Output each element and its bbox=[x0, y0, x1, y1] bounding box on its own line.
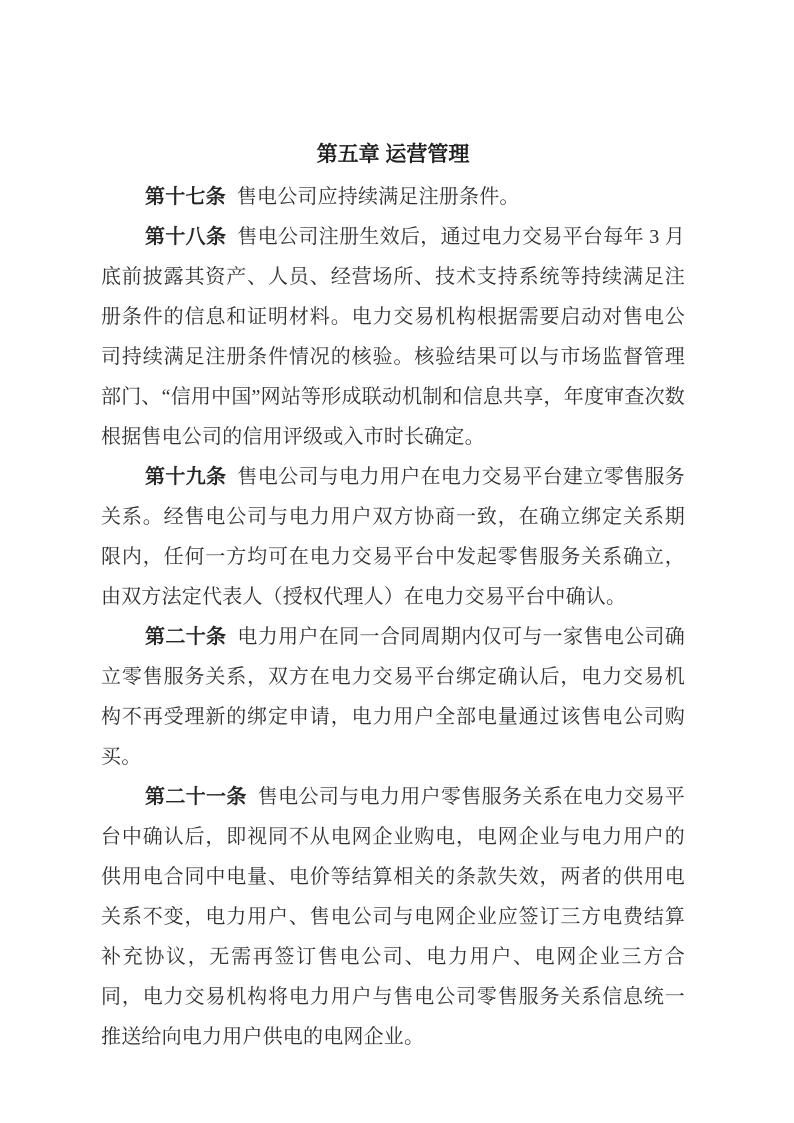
article-21-paragraph bbox=[101, 777, 685, 1057]
article-21-text: 售电公司与电力用户零售服务关系在电力交易平台中确认后，即视同不从电网企业购电，电网企业与电力用户的供用电合同中电量、电价等结算相关的条款失效，两者的供用电关系不变，电力用户、售电公司与电网企业应签订三方电费结算补充协议，无需再签订售电公司、电力用户、电网企业三方合同，电力交易机构将电力用户与售电公司零售服务关系信息统一推送给向电力用户供电的电网企业。 bbox=[101, 786, 686, 1048]
document-content bbox=[101, 135, 685, 1057]
article-19-number: 第十九条 bbox=[145, 466, 227, 488]
article-20-number: 第二十条 bbox=[145, 626, 227, 648]
article-21-number: 第二十一条 bbox=[145, 786, 247, 808]
article-17-number: 第十七条 bbox=[145, 186, 226, 208]
article-18-paragraph bbox=[101, 217, 685, 457]
article-20-text: 电力用户在同一合同周期内仅可与一家售电公司确立零售服务关系，双方在电力交易平台绑定确认后，电力交易机构不再受理新的绑定申请，电力用户全部电量通过该售电公司购买。 bbox=[101, 626, 685, 768]
article-17-paragraph bbox=[101, 177, 685, 217]
chapter-title: 第五章 运营管理 bbox=[316, 143, 470, 166]
article-19-paragraph bbox=[101, 457, 685, 617]
article-19-text: 售电公司与电力用户在电力交易平台建立零售服务关系。经售电公司与电力用户双方协商一致，在确立绑定关系期限内，任何一方均可在电力交易平台中发起零售服务关系确立，由双方法定代表人（授权代理人）在电力交易平台中确认。 bbox=[101, 466, 685, 608]
article-20-paragraph bbox=[101, 617, 685, 777]
article-18-number: 第十八条 bbox=[145, 226, 227, 248]
article-18-text: 售电公司注册生效后，通过电力交易平台每年 3 月底前披露其资产、人员、经营场所、技术支持系统等持续满足注册条件的信息和证明材料。电力交易机构根据需要启动对售电公司持续满足注册条件情况的核验。核验结果可以与市场监督管理部门、“信用中国”网站等形成联动机制和信息共享，年度审查次数根据售电公司的信用评级或入市时长确定。 bbox=[101, 226, 685, 448]
article-17-text: 售电公司应持续满足注册条件。 bbox=[236, 186, 520, 208]
